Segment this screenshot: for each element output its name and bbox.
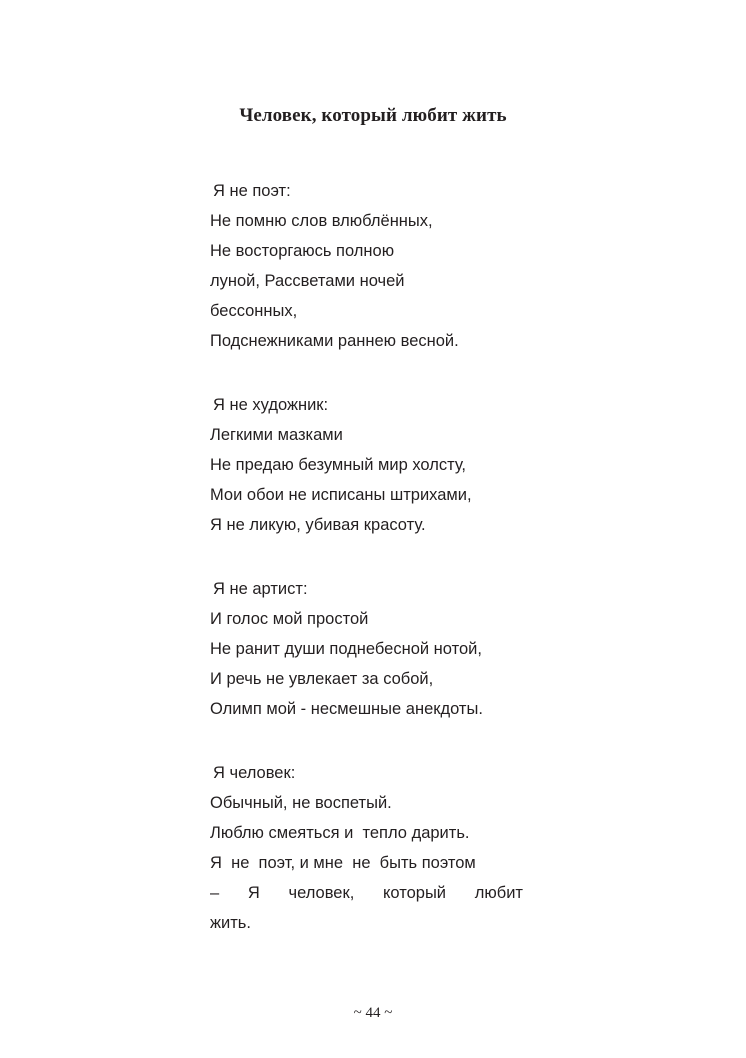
poem-line: Обычный, не воспетый. (210, 794, 392, 812)
stanza-4 (210, 758, 550, 938)
poem-line: бессонных, (210, 302, 298, 320)
poem-line: Легкими мазками (210, 426, 343, 444)
poem-line: И голос мой простой (210, 610, 369, 628)
stanza-2 (210, 390, 550, 540)
poem-line-justified (210, 878, 523, 908)
poem-line: Не помню слов влюблённых, (210, 212, 433, 230)
poem-word: который (383, 884, 447, 902)
stanza-1 (210, 176, 550, 356)
poem-line: луной, Рассветами ночей (210, 272, 405, 290)
poem-line: Не ранит души поднебесной нотой, (210, 640, 482, 658)
poem-line: Не предаю безумный мир холсту, (210, 456, 467, 474)
stanza-3 (210, 574, 550, 724)
poem-word: человек, (288, 884, 355, 902)
poem-line: Я человек: (213, 764, 296, 782)
poem-line: Люблю смеяться и тепло дарить. (210, 824, 470, 842)
poem-line: Олимп мой - несмешные анекдоты. (210, 700, 483, 718)
poem-line: жить. (210, 914, 251, 932)
page-number: ~ 44 ~ (353, 1005, 393, 1021)
poem-line: Я не ликую, убивая красоту. (210, 516, 426, 534)
poem-body (210, 176, 550, 938)
poem-word: Я (247, 884, 260, 902)
poem-line: Я не художник: (213, 396, 329, 414)
page-title: Человек, который любит жить (239, 105, 507, 126)
poem-line: Я не артист: (213, 580, 308, 598)
poem-line: Я не поэт: (213, 182, 291, 200)
poem-word: – (210, 884, 220, 902)
poem-line: Я не поэт, и мне не быть поэтом (210, 854, 476, 872)
poem-line: Подснежниками раннею весной. (210, 332, 459, 350)
poem-line: Мои обои не исписаны штрихами, (210, 486, 472, 504)
poem-line: И речь не увлекает за собой, (210, 670, 434, 688)
poem-word: любит (474, 884, 523, 902)
poem-line: Не восторгаюсь полною (210, 242, 395, 260)
